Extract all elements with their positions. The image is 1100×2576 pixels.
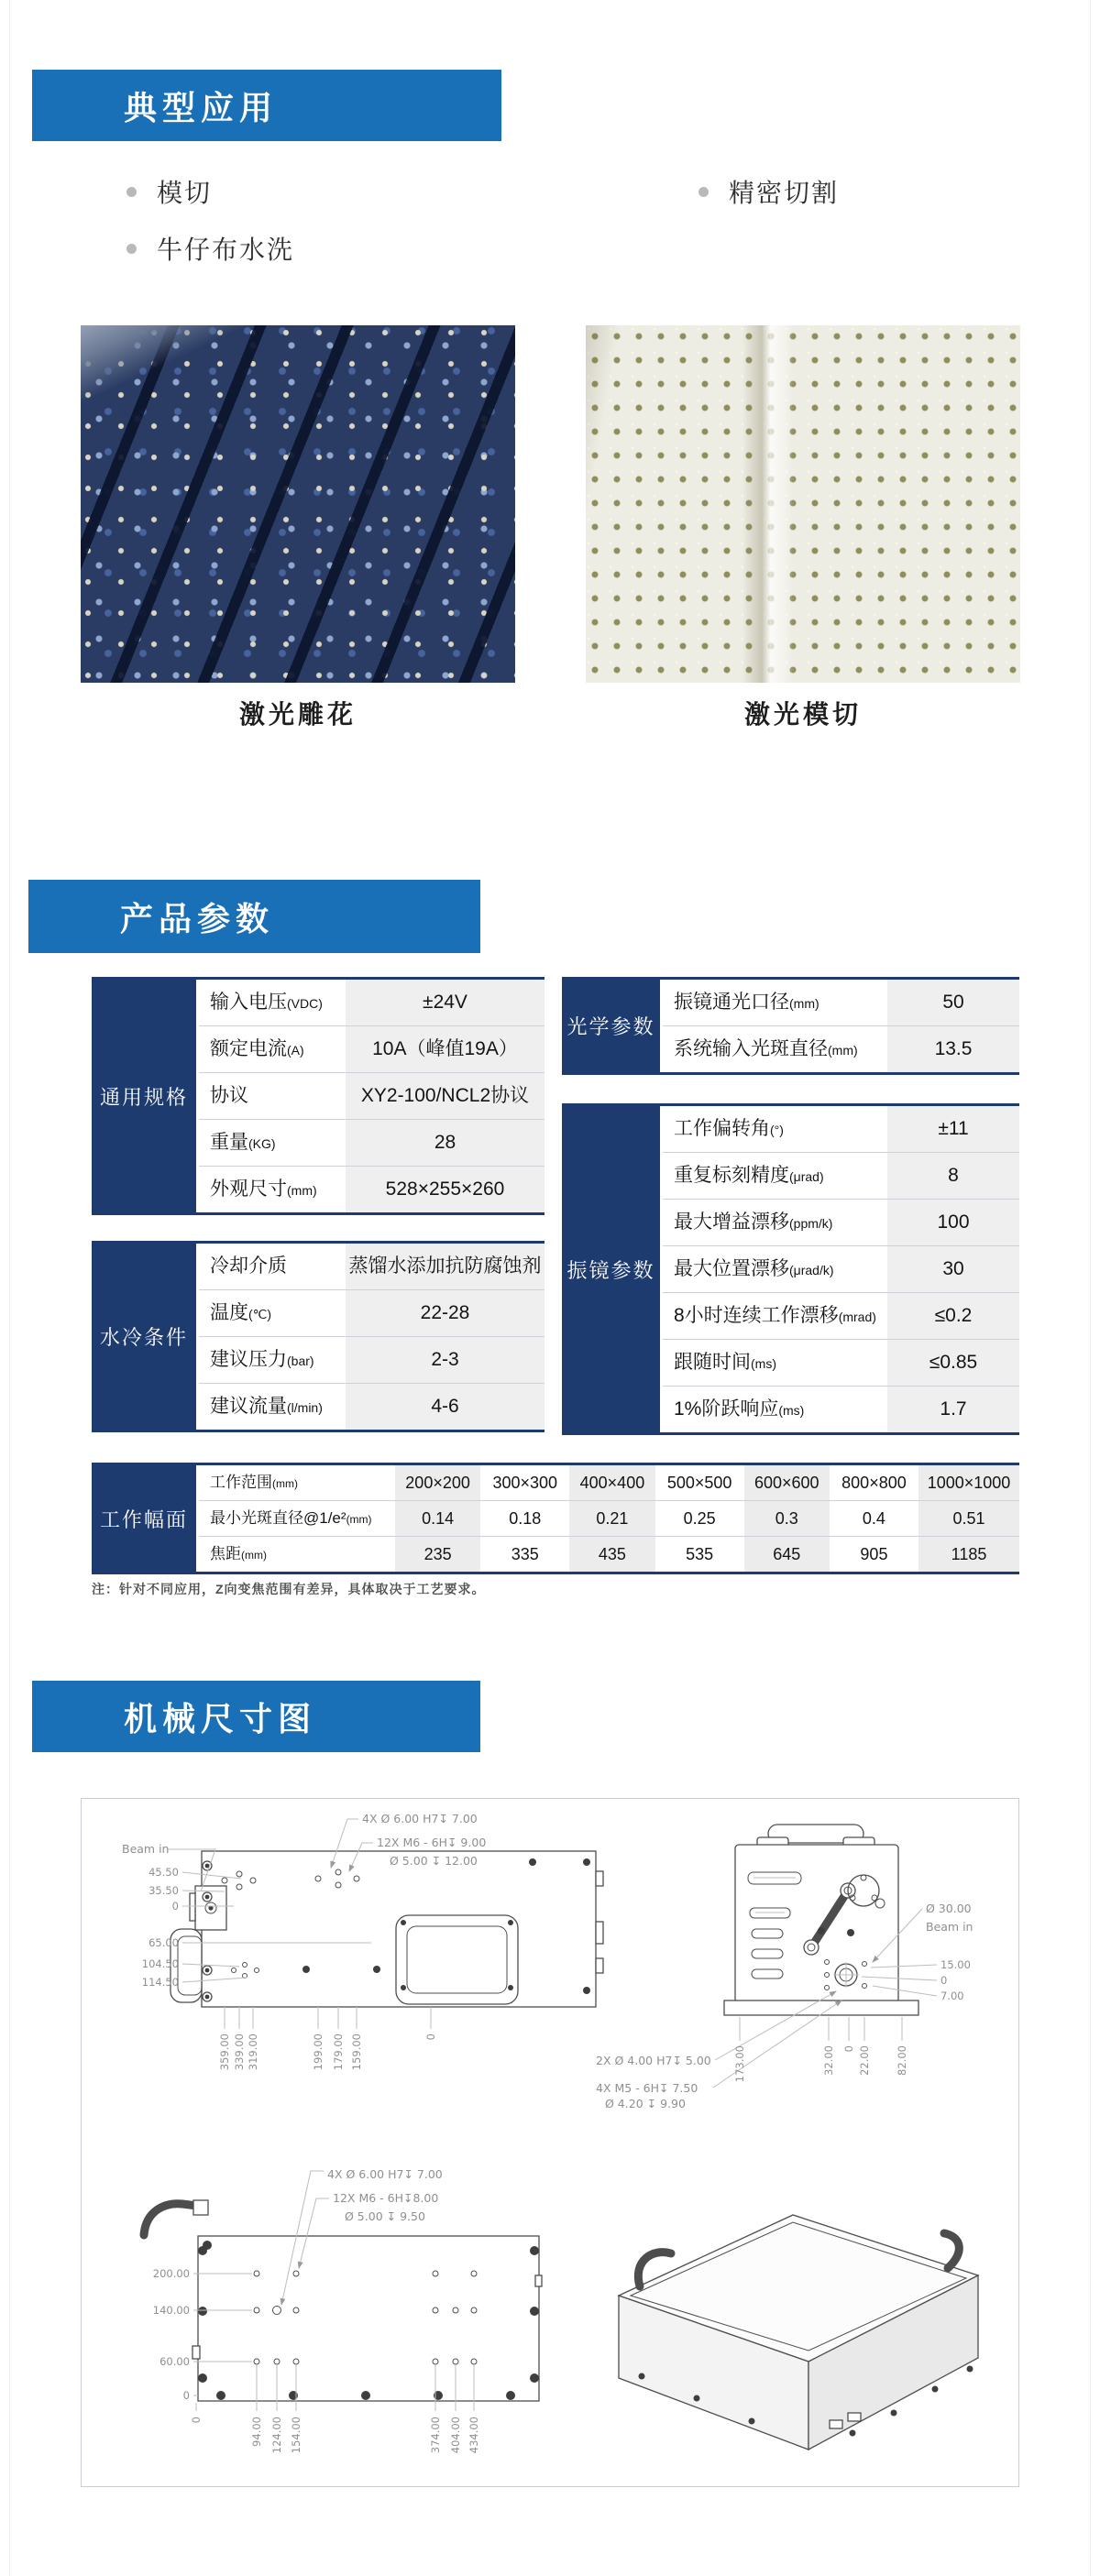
- dim-label: 22.00: [858, 2045, 871, 2076]
- applications-bullets-left: [126, 163, 294, 277]
- photo-laser-engraving: [81, 325, 515, 683]
- param-value: 13.5: [886, 1026, 1019, 1072]
- cell-value: 335: [480, 1537, 567, 1572]
- param-unit: (KG): [248, 1136, 276, 1151]
- table-row: [199, 1072, 544, 1119]
- table-row: [663, 980, 1019, 1025]
- param-label: 8小时连续工作漂移: [674, 1305, 839, 1326]
- drawing-callout: Ø 5.00 ↧ 12.00: [390, 1854, 478, 1868]
- cell-value: 1185: [917, 1537, 1019, 1572]
- dim-label: 404.00: [449, 2417, 462, 2454]
- table-header: 水冷条件: [92, 1244, 196, 1430]
- param-value: 2-3: [344, 1337, 544, 1383]
- param-unit: (mm): [241, 1549, 267, 1562]
- table-row: [199, 980, 544, 1025]
- cell-value: 905: [830, 1537, 917, 1572]
- cell-value: 1000×1000: [917, 1465, 1019, 1500]
- table-row: [199, 1166, 544, 1212]
- drawing-callout: Ø 5.00 ↧ 9.50: [345, 2209, 425, 2223]
- param-value: 1.7: [886, 1387, 1019, 1432]
- cell-value: 645: [742, 1537, 830, 1572]
- cell-value: 800×800: [830, 1465, 917, 1500]
- param-value: 28: [344, 1120, 544, 1166]
- dim-label: 15.00: [940, 1958, 971, 1971]
- cell-value: 400×400: [567, 1465, 654, 1500]
- dim-label: 7.00: [940, 1990, 964, 2002]
- param-label: 建议流量: [210, 1396, 287, 1417]
- bullet-dot-icon: [126, 187, 137, 197]
- drawing-callout: 4X Ø 6.00 H7↧ 7.00: [362, 1812, 478, 1825]
- table-row: [663, 1386, 1019, 1432]
- param-value: 4-6: [344, 1384, 544, 1430]
- dim-label: 0: [940, 1974, 948, 1987]
- dim-label: 173.00: [733, 2045, 746, 2083]
- param-unit: (l/min): [287, 1400, 323, 1415]
- cell-value: 500×500: [655, 1465, 742, 1500]
- table-general-specs: [92, 977, 544, 1215]
- table-row: [663, 1292, 1019, 1339]
- dim-label: 0: [182, 2389, 190, 2402]
- param-value: 50: [886, 980, 1019, 1025]
- drawing-callout: 4X Ø 6.00 H7↧ 7.00: [327, 2167, 443, 2181]
- param-value: 100: [886, 1200, 1019, 1245]
- table-row: [663, 1245, 1019, 1292]
- param-unit: (μrad/k): [789, 1263, 834, 1277]
- param-value: 8: [886, 1153, 1019, 1199]
- table-footnote: 注：针对不同应用，Z向变焦范围有差异，具体取决于工艺要求。: [92, 1582, 486, 1596]
- photo-laser-die-cutting: [586, 325, 1020, 683]
- dim-label: 374.00: [429, 2417, 442, 2454]
- dim-label: 65.00: [148, 1936, 179, 1949]
- bullet-label: 牛仔布水洗: [157, 236, 295, 264]
- param-unit: (μrad): [789, 1169, 824, 1184]
- list-item: [126, 220, 294, 277]
- cell-value: 0.14: [393, 1501, 480, 1536]
- table-row: [199, 1536, 1019, 1572]
- param-unit: (bar): [287, 1354, 314, 1368]
- table-row: [663, 1339, 1019, 1386]
- bullet-label: 精密切割: [729, 179, 840, 207]
- param-unit: (ms): [751, 1356, 776, 1371]
- param-label: 焦距: [210, 1545, 241, 1562]
- table-row: [663, 1106, 1019, 1152]
- param-label: 1%阶跃响应: [674, 1398, 779, 1420]
- cell-value: 0.25: [655, 1501, 742, 1536]
- table-header: 工作幅面: [92, 1465, 196, 1572]
- table-row: [199, 1244, 544, 1289]
- param-label: 温度: [210, 1302, 248, 1323]
- param-unit: (℃): [248, 1307, 272, 1321]
- param-label: 振镜通光口径: [674, 992, 789, 1013]
- param-label: 协议: [210, 1085, 248, 1106]
- dim-label: 199.00: [312, 2033, 324, 2071]
- param-label: 工作范围: [210, 1474, 272, 1491]
- cell-value: 0.21: [567, 1501, 654, 1536]
- bullet-label: 模切: [157, 179, 213, 207]
- table-row: [199, 1500, 1019, 1536]
- param-value: ±11: [886, 1106, 1019, 1152]
- drawing-callout: 12X M6 - 6H↧8.00: [333, 2191, 439, 2205]
- table-galvo: [562, 1103, 1019, 1435]
- cell-value: 235: [393, 1537, 480, 1572]
- param-label: 重复标刻精度: [674, 1165, 789, 1186]
- dim-label: 319.00: [247, 2033, 259, 2071]
- table-row: [199, 1025, 544, 1072]
- param-unit: (mrad): [838, 1310, 876, 1324]
- param-value: 10A（峰值19A）: [344, 1026, 544, 1072]
- param-unit: (°): [770, 1123, 784, 1137]
- section-title: 机械尺寸图: [124, 1699, 317, 1737]
- param-label: 建议压力: [210, 1349, 287, 1370]
- drawing-isometric-view: [568, 2158, 1008, 2474]
- param-label: 最小光斑直径@1/e²: [210, 1509, 346, 1527]
- dim-label: 0: [842, 2045, 855, 2053]
- param-unit: (mm): [346, 1513, 372, 1526]
- drawing-bottom-view: [87, 2158, 600, 2470]
- param-label: 重量: [210, 1132, 248, 1153]
- dim-label: 179.00: [332, 2033, 345, 2071]
- section-title: 产品参数: [120, 899, 275, 937]
- table-row: [663, 1025, 1019, 1072]
- drawing-callout: 2X Ø 4.00 H7↧ 5.00: [596, 2054, 711, 2067]
- list-item: [126, 163, 294, 220]
- param-value: 蒸馏水添加抗防腐蚀剂: [344, 1244, 544, 1289]
- dim-label: 32.00: [822, 2045, 835, 2076]
- list-item: [698, 163, 839, 220]
- bullet-dot-icon: [698, 187, 709, 197]
- drawing-callout: Ø 4.20 ↧ 9.90: [605, 2097, 686, 2110]
- param-unit: (mm): [272, 1477, 298, 1490]
- param-value: XY2-100/NCL2协议: [344, 1073, 544, 1119]
- cell-value: 600×600: [742, 1465, 830, 1500]
- dim-label: 434.00: [468, 2417, 480, 2454]
- dim-label: 94.00: [250, 2417, 263, 2447]
- table-header: 振镜参数: [562, 1106, 660, 1432]
- param-label: 系统输入光斑直径: [674, 1038, 828, 1059]
- table-row: [199, 1465, 1019, 1500]
- table-row: [199, 1336, 544, 1383]
- table-row: [199, 1289, 544, 1336]
- param-label: 跟随时间: [674, 1352, 751, 1373]
- param-label: 最大位置漂移: [674, 1258, 789, 1279]
- section-title: 典型应用: [124, 88, 279, 126]
- table-row: [663, 1199, 1019, 1245]
- dim-label: 35.50: [148, 1884, 179, 1897]
- dim-label: 45.50: [148, 1866, 179, 1879]
- dim-label: 0: [190, 2417, 203, 2424]
- dim-label: 114.50: [141, 1976, 179, 1989]
- param-value: 22-28: [344, 1290, 544, 1336]
- drawing-callout: 4X M5 - 6H↧ 7.50: [596, 2081, 698, 2095]
- dim-label: 0: [424, 2033, 437, 2041]
- photo-caption: 激光模切: [743, 700, 862, 729]
- dim-label: 0: [171, 1900, 179, 1913]
- param-unit: (ms): [778, 1403, 805, 1418]
- dim-label: 82.00: [896, 2045, 908, 2076]
- param-label: 额定电流: [210, 1038, 287, 1059]
- dim-label: 159.00: [350, 2033, 363, 2071]
- cell-value: 0.51: [917, 1501, 1019, 1536]
- param-label: 最大增益漂移: [674, 1211, 789, 1233]
- param-unit: (VDC): [287, 996, 323, 1011]
- param-label: 工作偏转角: [674, 1118, 770, 1139]
- dim-label: 60.00: [160, 2355, 190, 2368]
- param-value: 528×255×260: [344, 1167, 544, 1212]
- dim-label: 359.00: [218, 2033, 231, 2071]
- table-cooling: [92, 1241, 544, 1432]
- dim-label: 339.00: [233, 2033, 246, 2071]
- param-unit: (mm): [789, 996, 820, 1011]
- section-header-applications: [32, 70, 501, 141]
- param-unit: (mm): [828, 1043, 858, 1058]
- dim-label: 104.50: [141, 1957, 179, 1970]
- drawing-callout: Ø 30.00: [926, 1902, 972, 1915]
- beam-in-label: Beam in: [926, 1920, 974, 1934]
- table-work-area: [92, 1463, 1019, 1574]
- dim-label: 124.00: [270, 2417, 283, 2454]
- cell-value: 0.4: [830, 1501, 917, 1536]
- param-label: 外观尺寸: [210, 1178, 287, 1200]
- param-value: ≤0.2: [886, 1293, 1019, 1339]
- applications-bullets-right: [698, 163, 839, 220]
- param-value: ≤0.85: [886, 1340, 1019, 1386]
- cell-value: 435: [567, 1537, 654, 1572]
- table-row: [199, 1119, 544, 1166]
- table-header: 光学参数: [562, 980, 660, 1072]
- param-label: 输入电压: [210, 992, 287, 1013]
- cell-value: 0.18: [480, 1501, 567, 1536]
- param-unit: (ppm/k): [789, 1216, 833, 1231]
- beam-in-label: Beam in: [122, 1842, 170, 1856]
- param-value: 30: [886, 1246, 1019, 1292]
- dim-label: 154.00: [290, 2417, 302, 2454]
- table-row: [199, 1383, 544, 1430]
- cell-value: 0.3: [742, 1501, 830, 1536]
- bullet-dot-icon: [126, 244, 137, 254]
- drawing-rear-view: [578, 1819, 1036, 2121]
- dim-label: 140.00: [152, 2304, 190, 2317]
- param-label: 冷却介质: [210, 1255, 287, 1277]
- table-row: [663, 1152, 1019, 1199]
- drawing-side-view: [87, 1807, 623, 2096]
- section-header-parameters: [28, 880, 480, 953]
- drawing-callout: 12X M6 - 6H↧ 9.00: [377, 1836, 487, 1849]
- section-header-mechanical: [32, 1681, 480, 1752]
- cell-value: 300×300: [480, 1465, 567, 1500]
- cell-value: 535: [655, 1537, 742, 1572]
- dim-label: 200.00: [152, 2267, 190, 2280]
- param-value: ±24V: [344, 980, 544, 1025]
- param-unit: (mm): [287, 1183, 317, 1198]
- photo-caption: 激光雕花: [238, 700, 357, 729]
- table-optical: [562, 977, 1019, 1075]
- table-header: 通用规格: [92, 980, 196, 1212]
- cell-value: 200×200: [393, 1465, 480, 1500]
- param-unit: (A): [287, 1043, 304, 1058]
